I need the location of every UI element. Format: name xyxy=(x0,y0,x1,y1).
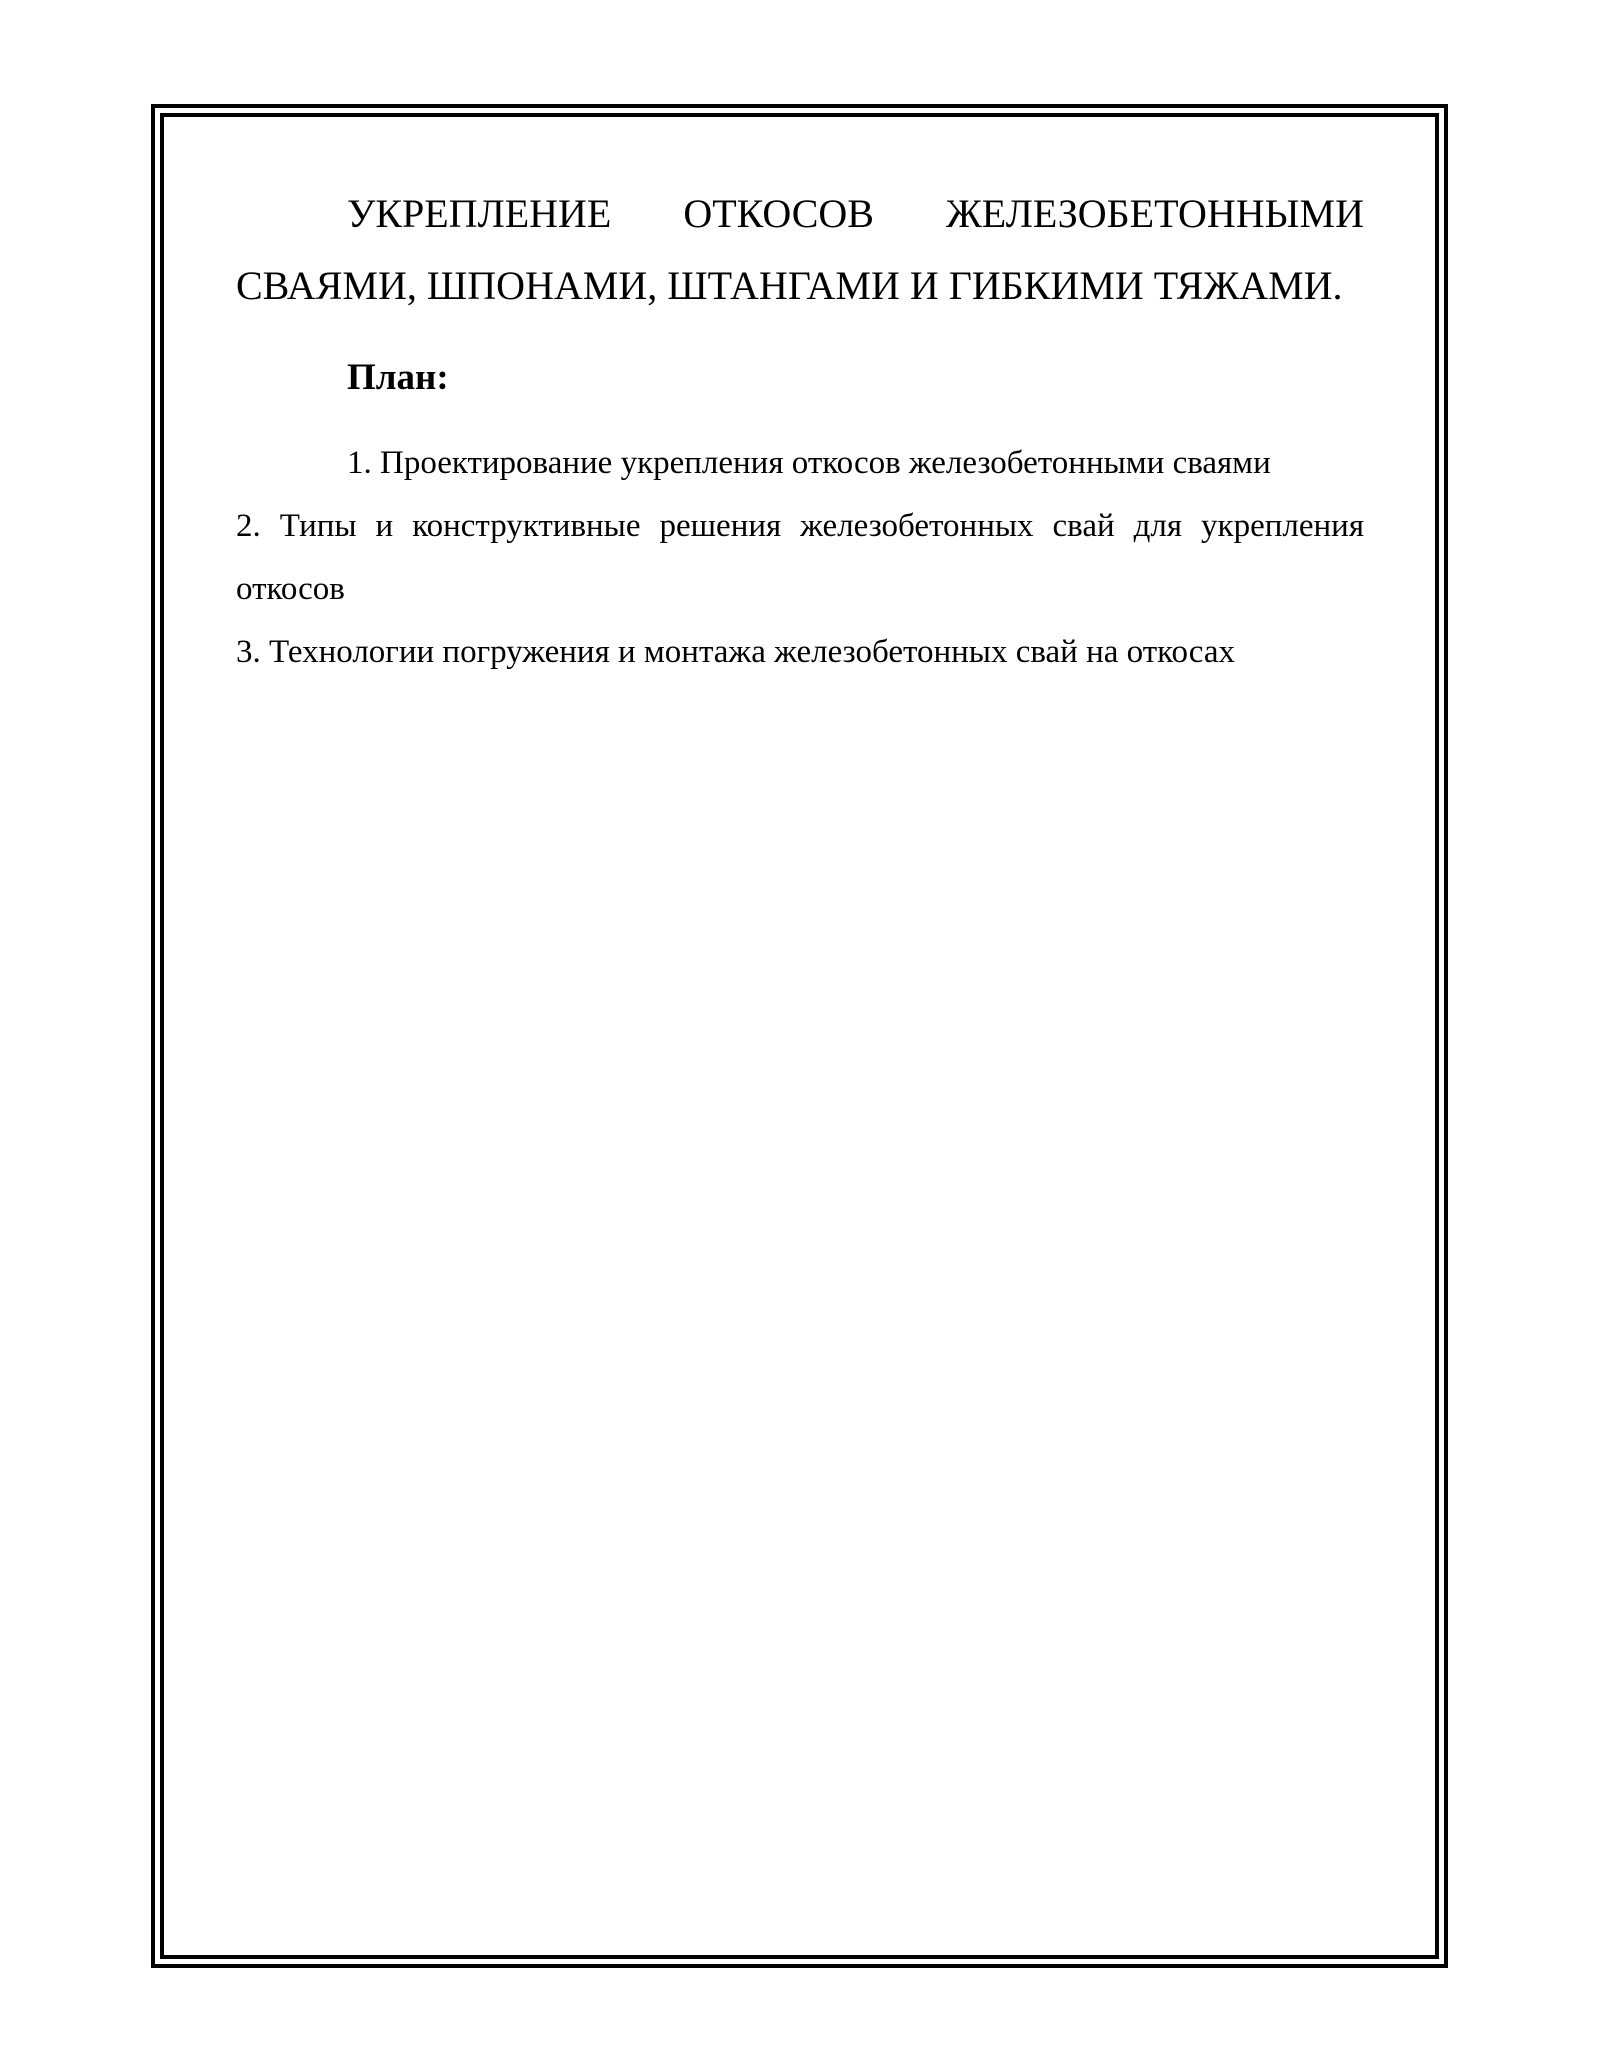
plan-item-3: 3. Технологии погружения и монтажа железобетонных свай на откосах xyxy=(236,634,1235,670)
plan-item-1: 1. Проектирование укрепления откосов железобетонными сваями xyxy=(347,445,1271,481)
document-body xyxy=(236,178,1364,684)
plan-list xyxy=(236,432,1364,684)
document-title: УКРЕПЛЕНИЕ ОТКОСОВ ЖЕЛЕЗОБЕТОННЫМИ СВАЯМИ, ШПОНАМИ, ШТАНГАМИ И ГИБКИМИ ТЯЖАМИ. xyxy=(236,191,1364,308)
plan-item-2: 2. Типы и конструктивные решения железобетонных свай для укрепления откосов xyxy=(236,508,1364,607)
plan-heading: План: xyxy=(347,357,449,398)
